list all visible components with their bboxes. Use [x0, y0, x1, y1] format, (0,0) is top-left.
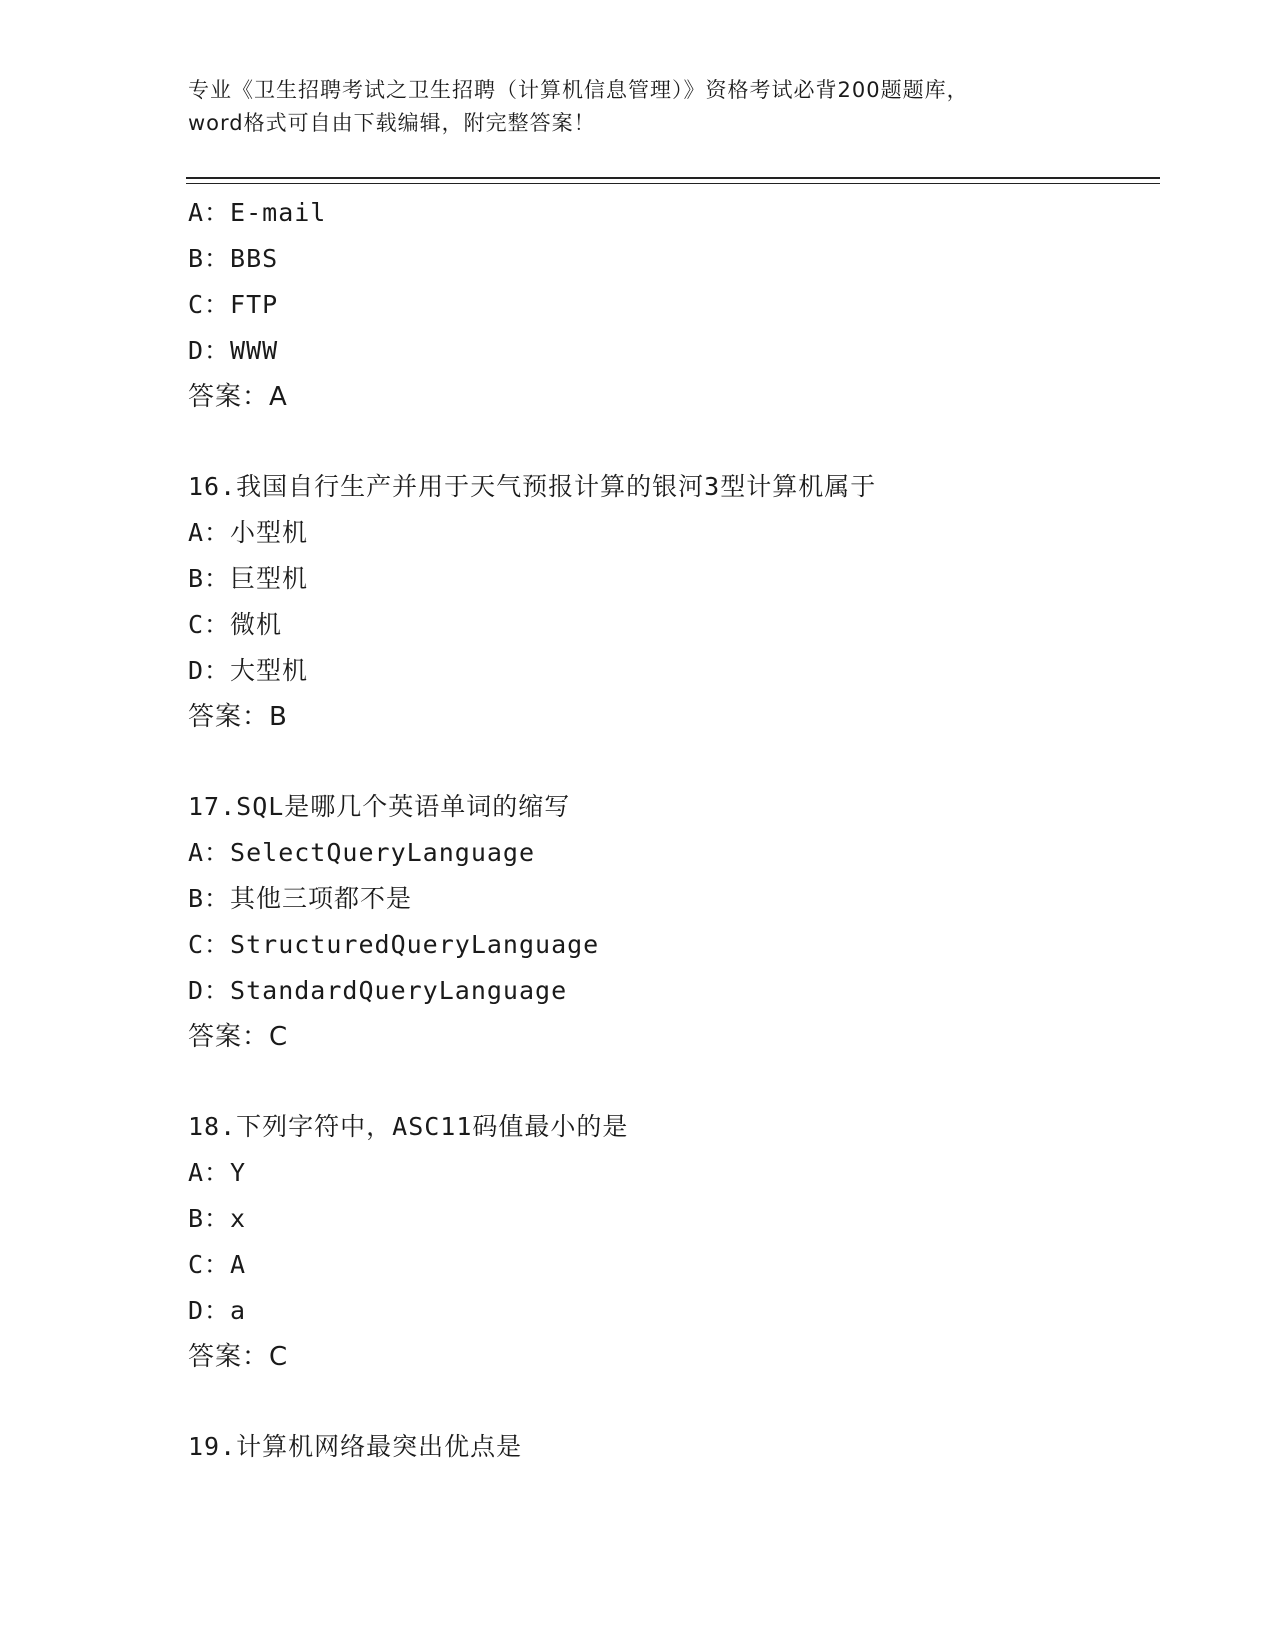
header-divider-thick	[186, 177, 1160, 179]
document-header	[188, 74, 1108, 140]
option-b: B：巨型机	[188, 564, 309, 593]
option-a: A：Y	[188, 1158, 247, 1187]
answer-line: 答案：B	[188, 702, 288, 732]
option-c: C：StructuredQueryLanguage	[188, 930, 600, 959]
option-d: D：WWW	[188, 336, 279, 365]
option-b: B：BBS	[188, 244, 279, 273]
question-stem: 17.SQL是哪几个英语单词的缩写	[188, 792, 571, 821]
header-divider-thin	[186, 183, 1160, 184]
option-d: D：大型机	[188, 656, 309, 685]
header-title-line-2: word格式可自由下载编辑，附完整答案！	[188, 111, 596, 135]
option-c: C：A	[188, 1250, 247, 1279]
question-19	[188, 1424, 1168, 1470]
header-title-line-1: 专业《卫生招聘考试之卫生招聘（计算机信息管理）》资格考试必背200题题库，	[188, 78, 969, 102]
option-b: B：其他三项都不是	[188, 884, 413, 913]
question-17	[188, 784, 1168, 1060]
question-18	[188, 1104, 1168, 1380]
question-15-partial	[188, 190, 1168, 420]
answer-line: 答案：C	[188, 1022, 289, 1052]
option-a: A：小型机	[188, 518, 309, 547]
question-list	[188, 190, 1168, 1470]
question-stem: 19.计算机网络最突出优点是	[188, 1432, 523, 1461]
spacer	[188, 420, 1168, 464]
answer-line: 答案：C	[188, 1342, 289, 1372]
option-b: B：x	[188, 1204, 247, 1233]
spacer	[188, 740, 1168, 784]
spacer	[188, 1060, 1168, 1104]
option-c: C：FTP	[188, 290, 279, 319]
option-a: A：SelectQueryLanguage	[188, 838, 536, 867]
option-c: C：微机	[188, 610, 283, 639]
option-d: D：StandardQueryLanguage	[188, 976, 568, 1005]
question-stem: 16.我国自行生产并用于天气预报计算的银河3型计算机属于	[188, 472, 877, 501]
spacer	[188, 1380, 1168, 1424]
option-d: D：a	[188, 1296, 247, 1325]
question-stem: 18.下列字符中，ASC11码值最小的是	[188, 1112, 629, 1141]
option-a: A：E-mail	[188, 198, 327, 227]
question-16	[188, 464, 1168, 740]
answer-line: 答案：A	[188, 382, 288, 412]
